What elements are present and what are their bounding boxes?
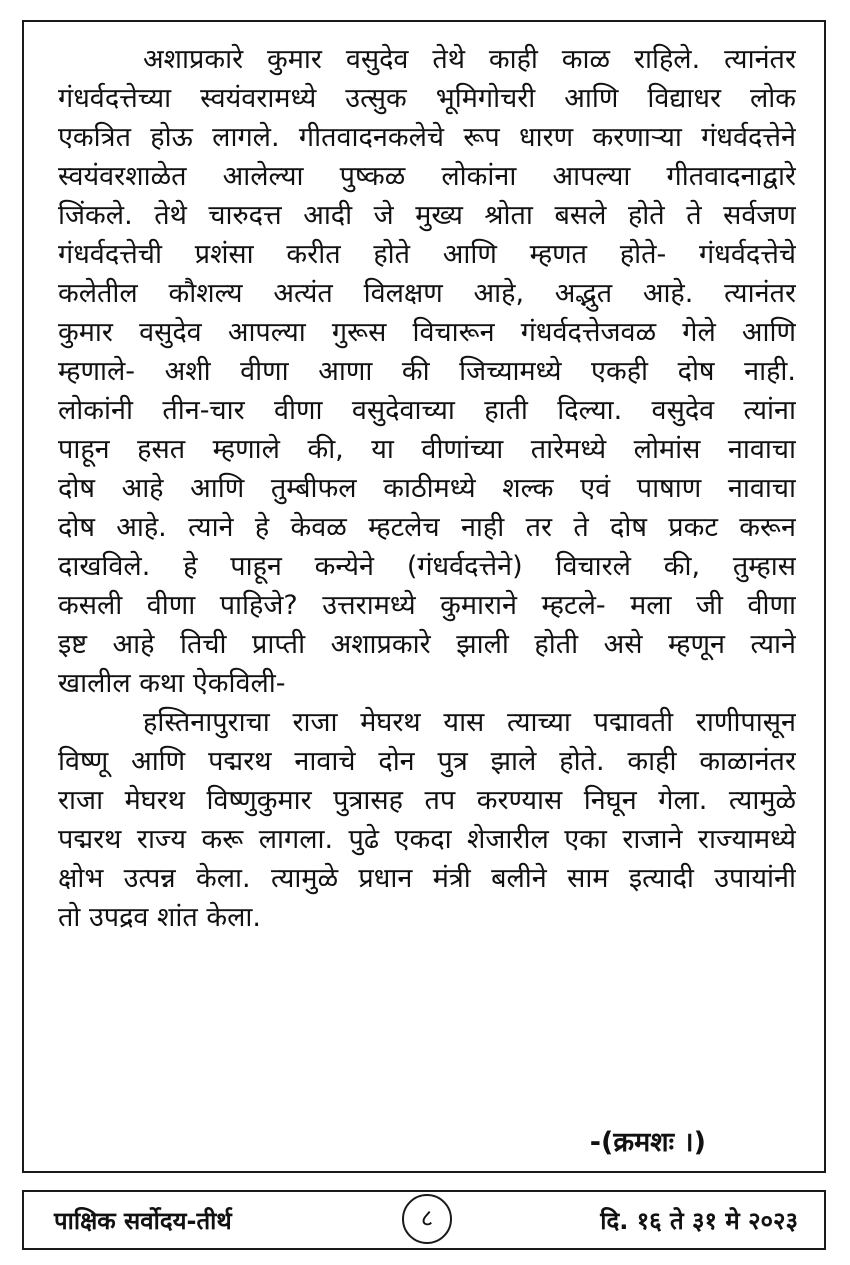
paragraph-1-line-6: गंधर्वदत्तेची प्रशंसा करीत होते आणि म्हणत होते- गंधर्वदत्तेचे bbox=[58, 239, 796, 270]
paragraph-2-line-1: हस्तिनापुराचा राजा मेघरथ यास त्याच्या पद्मावती राणीपासून bbox=[143, 707, 796, 738]
issue-date: दि. १६ ते ३१ मे २०२३ bbox=[600, 1207, 798, 1235]
paragraph-1-line-12: दोष आहे आणि तुम्बीफल काठीमध्ये शल्क एवं पाषाण नावाचा bbox=[58, 473, 796, 504]
paragraph-1-line-13: दोष आहे. त्याने हे केवळ म्हटलेच नाही तर ते दोष प्रकट करून bbox=[58, 512, 796, 543]
paragraph-1-line-1: अशाप्रकारे कुमार वसुदेव तेथे काही काळ राहिले. त्यानंतर bbox=[143, 44, 796, 75]
paragraph-1-line-15: कसली वीणा पाहिजे? उत्तरामध्ये कुमाराने म्हटले- मला जी वीणा bbox=[58, 590, 796, 621]
page-footer bbox=[22, 1190, 826, 1250]
paragraph-2-line-2: विष्णू आणि पद्मरथ नावाचे दोन पुत्र झाले होते. काही काळानंतर bbox=[58, 746, 796, 777]
paragraph-1-line-17: खालील कथा ऐकविली- bbox=[58, 668, 286, 699]
paragraph-1-line-7: कलेतील कौशल्य अत्यंत विलक्षण आहे, अद्भुत आहे. त्यानंतर bbox=[58, 278, 796, 309]
paragraph-1-line-16: इष्ट आहे तिची प्राप्ती अशाप्रकारे झाली होती असे म्हणून त्याने bbox=[58, 629, 796, 660]
paragraph-1-line-10: लोकांनी तीन-चार वीणा वसुदेवाच्या हाती दिल्या. वसुदेव त्यांना bbox=[58, 395, 796, 426]
publication-name: पाक्षिक सर्वोदय-तीर्थ bbox=[54, 1207, 232, 1235]
paragraph-1-line-8: कुमार वसुदेव आपल्या गुरूस विचारून गंधर्वदत्तेजवळ गेले आणि bbox=[58, 317, 796, 348]
paragraph-2-line-3: राजा मेघरथ विष्णुकुमार पुत्रासह तप करण्यास निघून गेला. त्यामुळे bbox=[58, 785, 796, 816]
paragraph-1-line-5: जिंकले. तेथे चारुदत्त आदी जे मुख्य श्रोता बसले होते ते सर्वजण bbox=[58, 200, 796, 231]
paragraph-1-line-4: स्वयंवरशाळेत आलेल्या पुष्कळ लोकांना आपल्या गीतवादनाद्वारे bbox=[58, 161, 796, 192]
paragraph-1-line-2: गंधर्वदत्तेच्या स्वयंवरामध्ये उत्सुक भूमिगोचरी आणि विद्याधर लोक bbox=[58, 83, 796, 114]
paragraph-2-line-5: क्षोभ उत्पन्न केला. त्यामुळे प्रधान मंत्री बलीने साम इत्यादी उपायांनी bbox=[58, 863, 796, 894]
paragraph-2-line-4: पद्मरथ राज्य करू लागला. पुढे एकदा शेजारील एका राजाने राज्यामध्ये bbox=[58, 824, 796, 855]
article-body bbox=[58, 40, 796, 937]
paragraph-1-line-14: दाखविले. हे पाहून कन्येने (गंधर्वदत्तेने) विचारले की, तुम्हास bbox=[58, 551, 796, 582]
page-number: ८ bbox=[402, 1194, 452, 1244]
paragraph-1-line-9: म्हणाले- अशी वीणा आणा की जिच्यामध्ये एकही दोष नाही. bbox=[58, 356, 796, 387]
continued-marker: -(क्रमशः ।) bbox=[589, 1127, 706, 1158]
article-frame bbox=[22, 20, 826, 1173]
paragraph-2-line-6: तो उपद्रव शांत केला. bbox=[58, 902, 261, 933]
paragraph-1-line-11: पाहून हसत म्हणाले की, या वीणांच्या तारेमध्ये लोमांस नावाचा bbox=[58, 434, 796, 465]
paragraph-1-line-3: एकत्रित होऊ लागले. गीतवादनकलेचे रूप धारण करणाऱ्या गंधर्वदत्तेने bbox=[58, 122, 796, 153]
